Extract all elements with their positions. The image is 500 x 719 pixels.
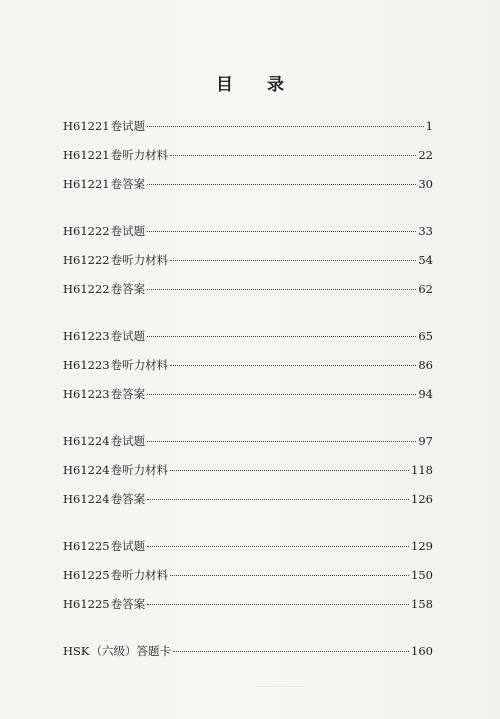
toc-entry-code: H61221 [63,119,110,133]
toc-entry-page: 30 [418,177,433,191]
toc-entry-code: HSK [63,644,90,658]
table-of-contents [63,112,433,684]
toc-group-answer-sheet [63,637,433,666]
toc-entry-code: H61221 [63,148,110,162]
toc-entry-page: 150 [411,568,433,582]
toc-entry-label: 卷答案 [110,387,146,401]
toc-entry-label: 卷听力材料 [110,358,169,372]
dot-leader [147,184,416,185]
dot-leader [147,289,416,290]
toc-entry-label: 卷答案 [110,177,146,191]
dot-leader [173,651,409,652]
toc-group-h61223 [63,322,433,409]
dot-leader [170,155,416,156]
toc-group-h61222 [63,217,433,304]
dot-leader [170,260,416,261]
toc-entry-page: 54 [418,253,433,267]
toc-entry[interactable] [63,380,433,409]
dot-leader [147,394,416,395]
toc-entry-label: 卷答案 [110,282,146,296]
toc-group-h61224 [63,427,433,514]
dot-leader [147,336,416,337]
dot-leader [147,231,416,232]
toc-entry[interactable] [63,170,433,199]
toc-entry-code: H61224 [63,434,110,448]
toc-entry-label: 卷答案 [110,597,146,611]
toc-entry[interactable] [63,322,433,351]
toc-entry-page: 126 [411,492,433,506]
toc-entry-page: 1 [425,119,433,133]
toc-entry-page: 129 [411,539,433,553]
dot-leader [147,546,409,547]
toc-entry[interactable] [63,561,433,590]
dot-leader [170,365,416,366]
toc-entry-label: 卷试题 [110,329,146,343]
toc-entry-code: H61223 [63,387,110,401]
toc-entry-label: 卷听力材料 [110,253,169,267]
toc-entry[interactable] [63,351,433,380]
dot-leader [170,575,409,576]
toc-entry-code: H61221 [63,177,110,191]
toc-entry[interactable] [63,532,433,561]
toc-entry-page: 118 [411,463,433,477]
toc-entry-code: H61223 [63,358,110,372]
toc-entry[interactable] [63,246,433,275]
toc-entry-code: H61224 [63,463,110,477]
toc-entry-label: 卷听力材料 [110,568,169,582]
toc-group-h61225 [63,532,433,619]
toc-entry-code: H61222 [63,282,110,296]
toc-entry-page: 33 [418,224,433,238]
toc-entry-code: H61224 [63,492,110,506]
toc-entry-code: H61223 [63,329,110,343]
toc-entry-label: 卷试题 [110,224,146,238]
dot-leader [147,441,416,442]
toc-entry-code: H61225 [63,597,110,611]
toc-entry[interactable] [63,456,433,485]
toc-entry-page: 62 [418,282,433,296]
toc-entry-code: H61225 [63,539,110,553]
divider [255,686,305,687]
toc-entry-label: （六级）答题卡 [90,644,171,658]
toc-entry-page: 158 [411,597,433,611]
toc-entry-label: 卷试题 [110,434,146,448]
dot-leader [147,126,424,127]
toc-entry-label: 卷答案 [110,492,146,506]
toc-entry-label: 卷试题 [110,119,146,133]
toc-entry[interactable] [63,275,433,304]
toc-entry[interactable] [63,217,433,246]
toc-entry[interactable] [63,427,433,456]
page-title: 目 录 [216,75,298,95]
dot-leader [170,470,409,471]
toc-entry-code: H61222 [63,224,110,238]
toc-entry-page: 65 [418,329,433,343]
toc-entry-page: 22 [418,148,433,162]
toc-entry[interactable] [63,141,433,170]
dot-leader [147,604,409,605]
toc-entry-page: 94 [418,387,433,401]
dot-leader [147,499,409,500]
toc-entry-code: H61222 [63,253,110,267]
toc-entry-page: 86 [418,358,433,372]
toc-entry[interactable] [63,637,433,666]
toc-entry-label: 卷听力材料 [110,148,169,162]
toc-entry-label: 卷听力材料 [110,463,169,477]
toc-entry[interactable] [63,112,433,141]
toc-entry[interactable] [63,590,433,619]
toc-entry-code: H61225 [63,568,110,582]
toc-entry[interactable] [63,485,433,514]
toc-group-h61221 [63,112,433,199]
toc-entry-page: 160 [411,644,433,658]
toc-entry-page: 97 [418,434,433,448]
toc-entry-label: 卷试题 [110,539,146,553]
